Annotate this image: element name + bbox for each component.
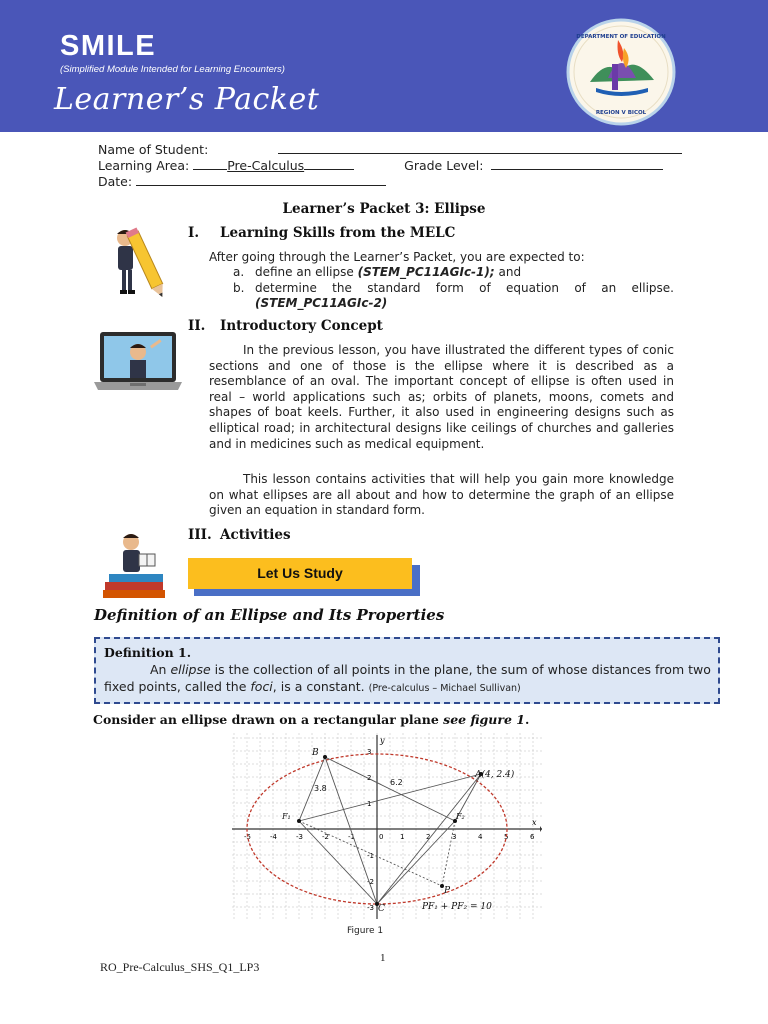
- definition-heading: Definition of an Ellipse and Its Properties: [94, 606, 445, 624]
- label-focus-1: F₁: [282, 812, 291, 821]
- teacher-reading-icon: [101, 532, 171, 600]
- date-label: Date:: [98, 174, 133, 189]
- learning-area-value[interactable]: Pre-Calculus: [227, 158, 305, 173]
- label-point-c: C: [378, 904, 385, 914]
- figure-caption: Figure 1: [347, 926, 384, 936]
- x-tick-label: -3: [296, 833, 303, 841]
- seal-text-top: DEPARTMENT OF EDUCATION: [576, 34, 666, 40]
- objective-b: [233, 281, 674, 295]
- learning-area-line: [98, 158, 663, 173]
- section-1-number: I.: [188, 225, 200, 241]
- point-b: [323, 755, 327, 759]
- section-2-number: II.: [188, 318, 206, 334]
- y-axis-label: y: [380, 736, 385, 745]
- objective-a: [233, 265, 521, 279]
- section-2-paragraph-2: This lesson contains activities that will help you gain more knowledge on what ellipses are all about and how to determine the graph of an ellipse given an equation in standard form.: [209, 472, 674, 518]
- packet-type-title: Learner’s Packet: [54, 82, 320, 117]
- def-text-ellipse: ellipse: [170, 662, 211, 677]
- x-tick-label: -4: [270, 833, 277, 841]
- x-axis-arrow: [540, 826, 542, 832]
- y-tick-label: 3: [367, 748, 372, 756]
- seal-text-bottom: REGION V BICOL: [595, 110, 647, 116]
- objective-a-text: define an ellipse: [255, 265, 358, 279]
- label-focus-2: F₂: [456, 812, 465, 821]
- x-tick-label: 3: [452, 833, 457, 841]
- x-tick-label: 1: [400, 833, 405, 841]
- objective-b-code: (STEM_PC11AGIc-2): [255, 296, 388, 310]
- student-name-line: [98, 142, 682, 157]
- section-2-heading: [188, 318, 383, 334]
- brand-subtitle: (Simplified Module Intended for Learning Encounters): [60, 64, 285, 75]
- label-equation: PF₁ + PF₂ = 10: [422, 902, 492, 912]
- objective-b-text: determine the standard form of equation of an ellipse.: [255, 281, 674, 295]
- brand-name: SMILE: [60, 30, 157, 62]
- definition-text: [104, 661, 714, 697]
- x-tick-label: 5: [504, 833, 509, 841]
- section-1-intro: After going through the Learner’s Packet, you are expected to:: [209, 250, 585, 264]
- x-tick-label: 6: [530, 833, 535, 841]
- objective-a-tail: and: [494, 265, 522, 279]
- def-text-part-5: , is a constant.: [272, 679, 369, 694]
- definition-label: Definition 1.: [104, 645, 192, 660]
- label-dist-1: 6.2: [390, 778, 403, 787]
- label-point-b: B: [312, 748, 319, 758]
- def-text-part-3: is the collection of all points in the plane, the sum of whose distances from two fixed points, called the: [104, 662, 711, 694]
- objective-a-code: (STEM_PC11AGIc-1);: [357, 265, 495, 279]
- figure-reference: see figure 1: [443, 712, 525, 727]
- objective-b-marker: b.: [233, 281, 245, 295]
- y-tick-label: 1: [367, 800, 372, 808]
- y-tick-label: 2: [367, 774, 372, 782]
- def-text-foci: foci: [250, 679, 273, 694]
- document-code: RO_Pre-Calculus_SHS_Q1_LP3: [100, 960, 260, 974]
- teacher-pencil-icon: [108, 224, 164, 302]
- section-1-title: Learning Skills from the MELC: [220, 225, 456, 241]
- x-tick-label: 4: [478, 833, 483, 841]
- section-3-title: Activities: [220, 527, 291, 543]
- grade-level-field[interactable]: [491, 158, 663, 170]
- student-name-label: Name of Student:: [98, 142, 209, 157]
- ellipse-figure: [232, 733, 542, 919]
- section-3-heading: [188, 527, 291, 543]
- objective-b-code-line: [255, 296, 387, 310]
- origin-tick-label: 0: [379, 833, 384, 841]
- objective-a-marker: a.: [233, 265, 245, 279]
- x-tick-label: -2: [322, 833, 329, 841]
- section-2-title: Introductory Concept: [220, 318, 383, 334]
- date-field[interactable]: [136, 174, 386, 186]
- x-axis-label: x: [532, 818, 537, 827]
- grade-level-label: Grade Level:: [404, 158, 484, 173]
- x-tick-label: 2: [426, 833, 431, 841]
- label-point-a: A(4, 2.4): [475, 770, 515, 780]
- y-tick-label: -2: [367, 878, 374, 886]
- header-banner: [0, 0, 768, 132]
- x-tick-label: -1: [348, 833, 355, 841]
- figure-intro-end: .: [524, 712, 530, 727]
- y-tick-label: -3: [367, 904, 374, 912]
- def-text-part-1: An: [150, 662, 171, 677]
- let-us-study-button[interactable]: Let Us Study: [188, 558, 412, 589]
- page-number: 1: [380, 952, 386, 964]
- section-2-paragraph-1: In the previous lesson, you have illustrated the different types of conic sections and one of those is the ellipse where it is described as a resemblance of an oval. The important concept of ellipse is often used in real – world applications such as; orbits of planets, moons, comets and shapes of boat keels. Further, it also used in engineering designs such as elliptical road; in architectural designs like ceilings of churches and galleries and in medicines such as medical equipment.: [209, 343, 674, 451]
- deped-seal-logo: [566, 18, 676, 126]
- figure-intro-text: [93, 712, 529, 727]
- learning-area-label: Learning Area:: [98, 158, 194, 173]
- section-3-number: III.: [188, 527, 212, 543]
- section-1-heading: [188, 225, 455, 241]
- definition-source: (Pre-calculus – Michael Sullivan): [368, 683, 521, 694]
- definition-box: [94, 637, 720, 704]
- figure-intro-main: Consider an ellipse drawn on a rectangular plane: [93, 712, 444, 727]
- student-name-field[interactable]: [278, 142, 682, 154]
- label-point-p: P: [444, 886, 451, 896]
- date-line: [98, 174, 386, 189]
- focus-1-point: [297, 819, 301, 823]
- laptop-teacher-icon: [94, 330, 182, 392]
- label-dist-2: 3.8: [314, 784, 327, 793]
- x-tick-label: -5: [244, 833, 251, 841]
- y-tick-label: -1: [367, 852, 374, 860]
- packet-title: Learner’s Packet 3: Ellipse: [282, 201, 486, 217]
